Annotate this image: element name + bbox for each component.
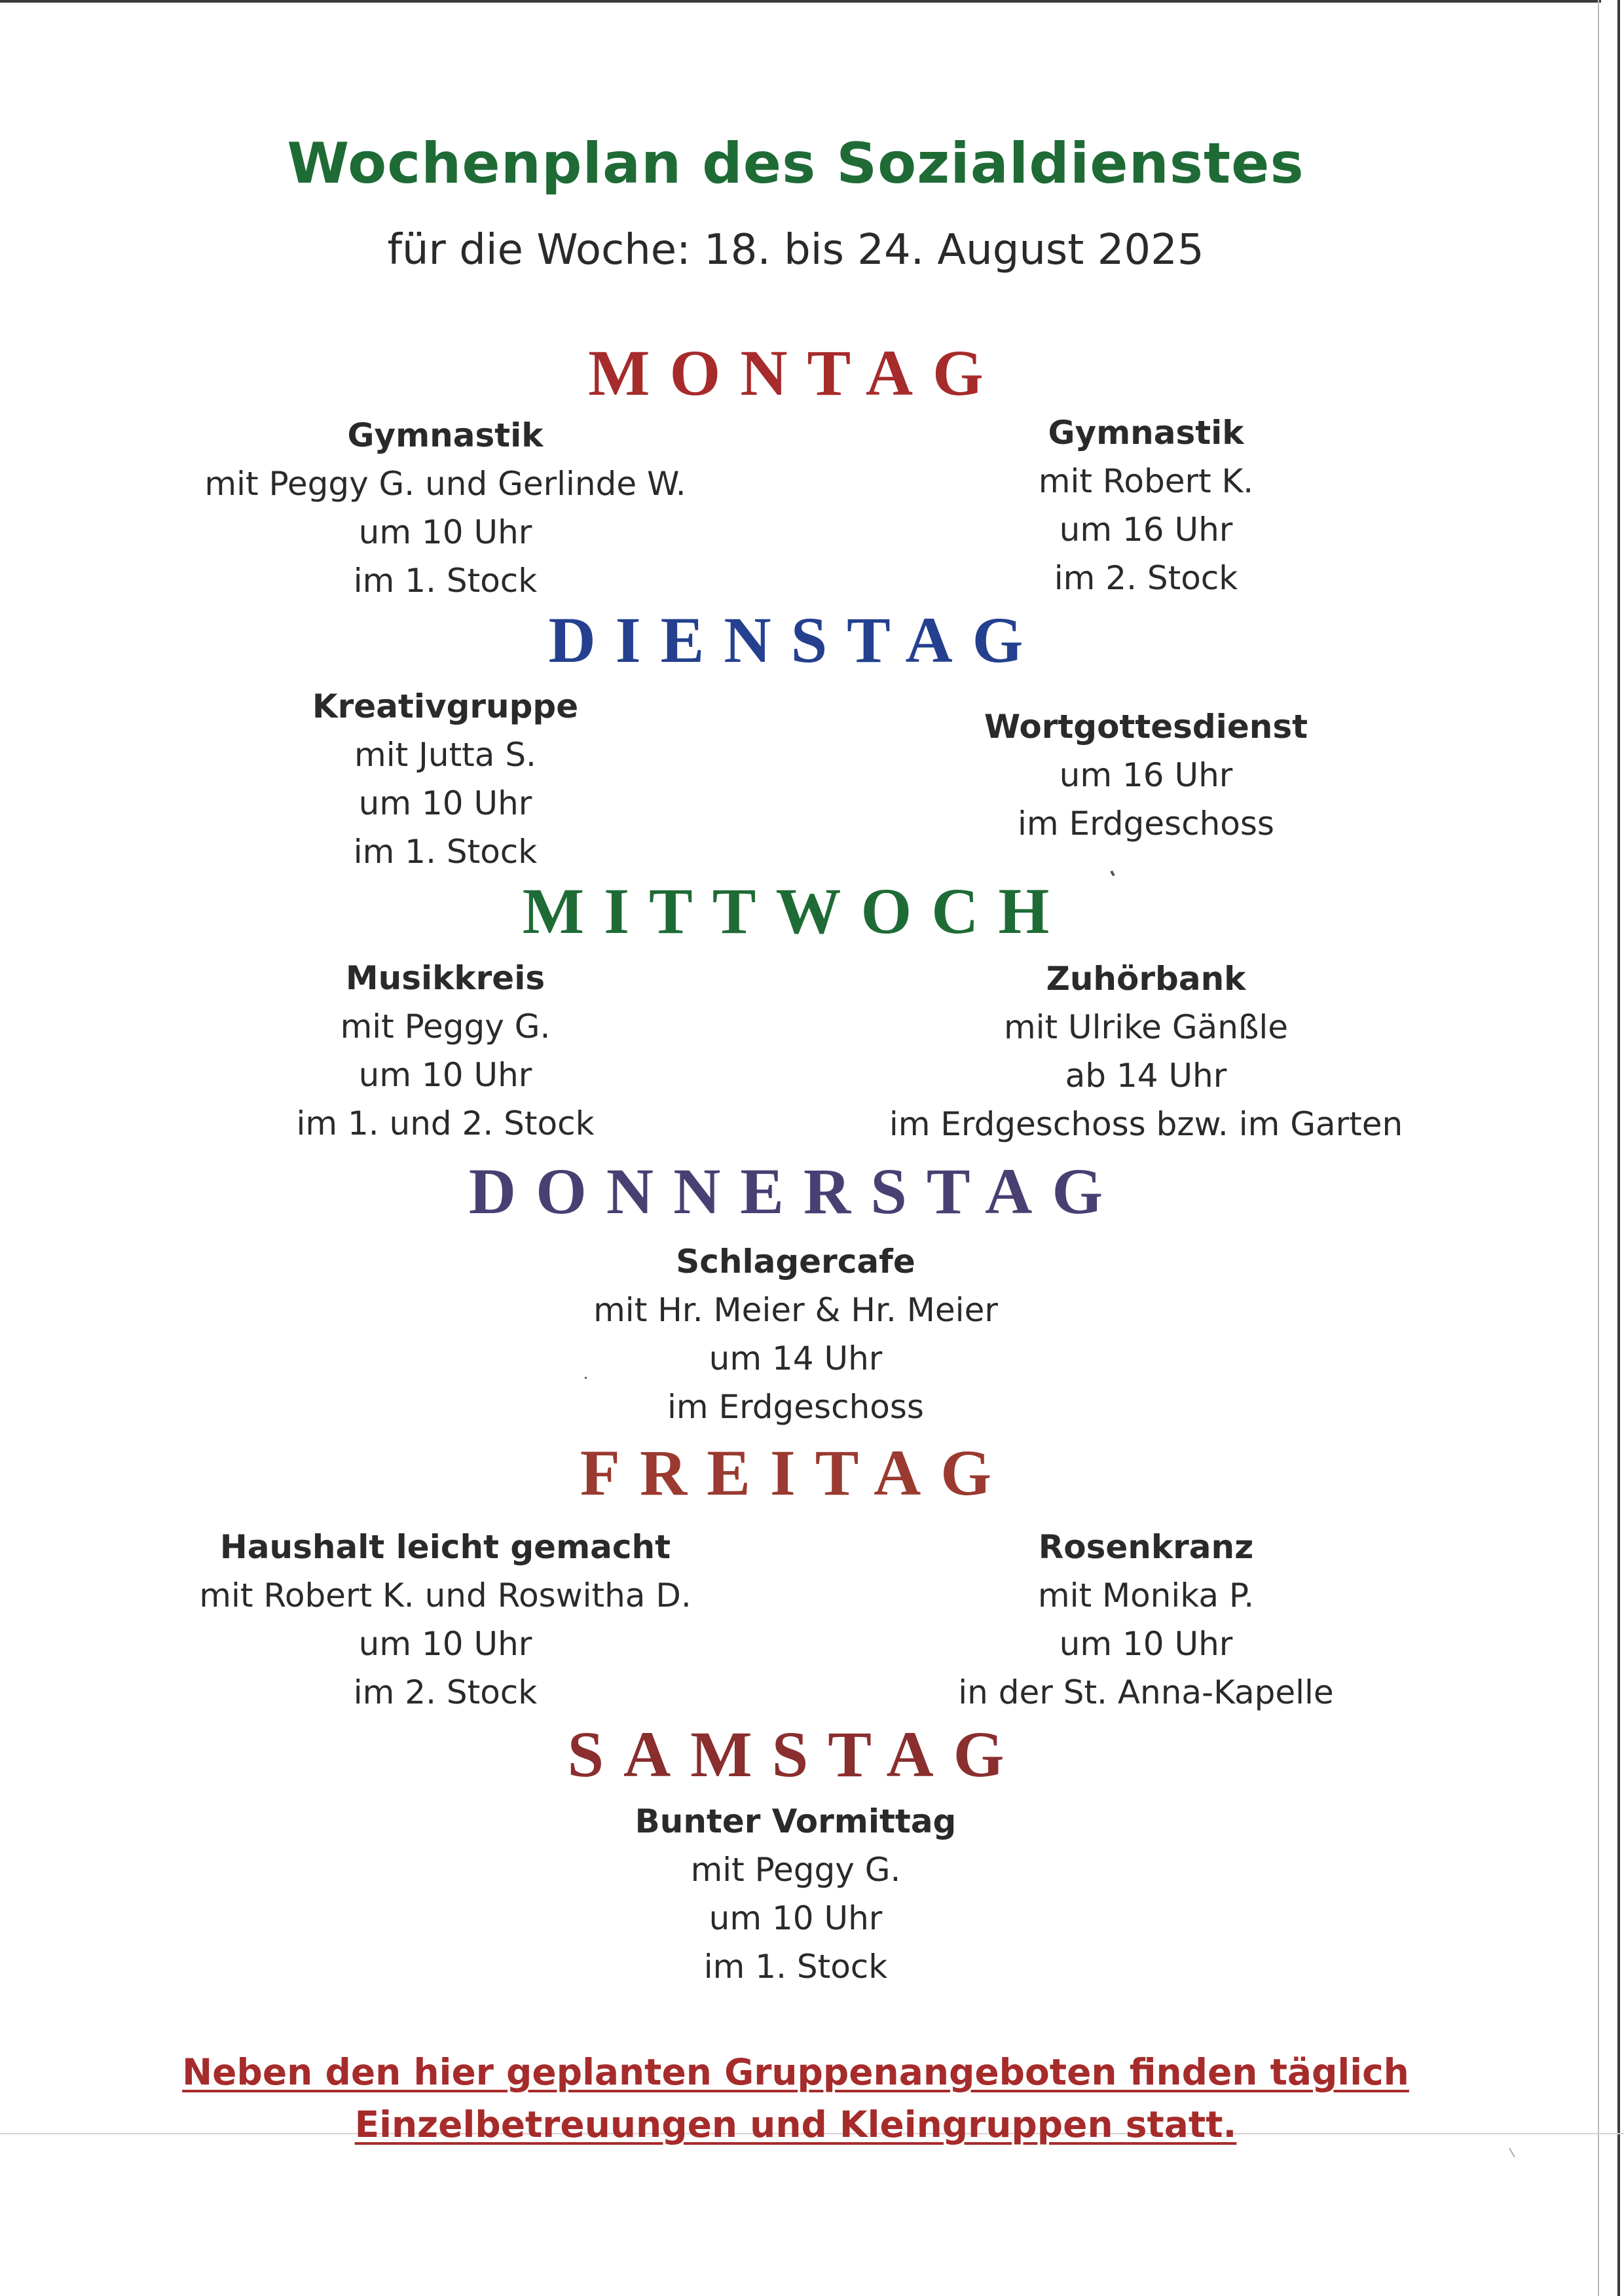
event-title: Kreativgruppe (312, 687, 579, 725)
day-heading-dienstag: DIENSTAG (548, 604, 1043, 676)
footer-line-1: Neben den hier geplanten Gruppenangeboten finden täglich (182, 2051, 1409, 2093)
event-title: Wortgottesdienst (984, 708, 1308, 746)
event-title: Gymnastik (347, 416, 544, 454)
event-mittwoch-left (118, 954, 773, 1148)
event-location: im 2. Stock (1054, 559, 1238, 597)
event-time: um 16 Uhr (1059, 511, 1233, 549)
event-location: im Erdgeschoss (1018, 805, 1274, 843)
footer-note (0, 2046, 1591, 2151)
event-host: mit Hr. Meier & Hr. Meier (593, 1291, 998, 1329)
event-time: um 16 Uhr (1059, 756, 1233, 794)
event-title: Schlagercafe (676, 1243, 915, 1281)
event-location: im 1. und 2. Stock (296, 1104, 595, 1142)
event-title: Gymnastik (1048, 414, 1244, 452)
event-host: mit Robert K. (1038, 462, 1254, 500)
event-location: im Erdgeschoss bzw. im Garten (889, 1105, 1403, 1143)
event-host: mit Robert K. und Roswitha D. (199, 1576, 692, 1614)
day-heading-freitag: FREITAG (580, 1436, 1012, 1509)
event-title: Haushalt leicht gemacht (219, 1528, 671, 1566)
event-dienstag-right (819, 702, 1473, 848)
day-heading-samstag: SAMSTAG (567, 1718, 1024, 1791)
event-montag-left (118, 411, 773, 605)
event-donnerstag-center (468, 1237, 1123, 1431)
event-title: Musikkreis (345, 959, 545, 997)
event-location: in der St. Anna-Kapelle (958, 1673, 1334, 1711)
event-location: im 1. Stock (353, 562, 538, 600)
event-samstag-center (468, 1797, 1123, 1991)
event-time: um 10 Uhr (1059, 1625, 1233, 1663)
event-title: Rosenkranz (1038, 1528, 1254, 1566)
day-heading-mittwoch: MITTWOCH (522, 875, 1069, 947)
event-location: im Erdgeschoss (667, 1388, 924, 1426)
page-title: Wochenplan des Sozialdienstes (287, 131, 1304, 196)
event-time: ab 14 Uhr (1065, 1057, 1227, 1095)
event-time: um 10 Uhr (358, 513, 532, 551)
event-time: um 10 Uhr (358, 1056, 532, 1094)
event-time: um 14 Uhr (709, 1339, 883, 1377)
page-subtitle: für die Woche: 18. bis 24. August 2025 (387, 226, 1204, 274)
event-title: Zuhörbank (1046, 960, 1246, 998)
event-host: mit Peggy G. (690, 1851, 901, 1889)
footer-line-2: Einzelbetreuungen und Kleingruppen statt. (354, 2104, 1237, 2145)
event-freitag-right (819, 1523, 1473, 1717)
event-host: mit Monika P. (1037, 1576, 1255, 1614)
event-host: mit Ulrike Gänßle (1003, 1008, 1289, 1046)
event-location: im 2. Stock (353, 1673, 538, 1711)
event-location: im 1. Stock (353, 833, 538, 871)
event-host: mit Jutta S. (354, 736, 536, 774)
day-heading-montag: MONTAG (588, 337, 1003, 409)
scan-edge-top (0, 0, 1601, 3)
scan-speck (1110, 871, 1115, 877)
event-title: Bunter Vormittag (635, 1802, 957, 1840)
day-heading-donnerstag: DONNERSTAG (468, 1155, 1123, 1228)
event-host: mit Peggy G. (340, 1008, 551, 1046)
event-time: um 10 Uhr (709, 1899, 883, 1937)
event-time: um 10 Uhr (358, 1625, 532, 1663)
event-dienstag-left (118, 682, 773, 876)
event-mittwoch-right (819, 955, 1473, 1148)
scan-edge-right-inner (1598, 0, 1599, 2296)
event-montag-right (819, 409, 1473, 602)
scan-edge-right (1617, 0, 1620, 2296)
event-time: um 10 Uhr (358, 784, 532, 822)
event-host: mit Peggy G. und Gerlinde W. (204, 465, 686, 503)
event-location: im 1. Stock (703, 1948, 888, 1986)
event-freitag-left (118, 1523, 773, 1717)
